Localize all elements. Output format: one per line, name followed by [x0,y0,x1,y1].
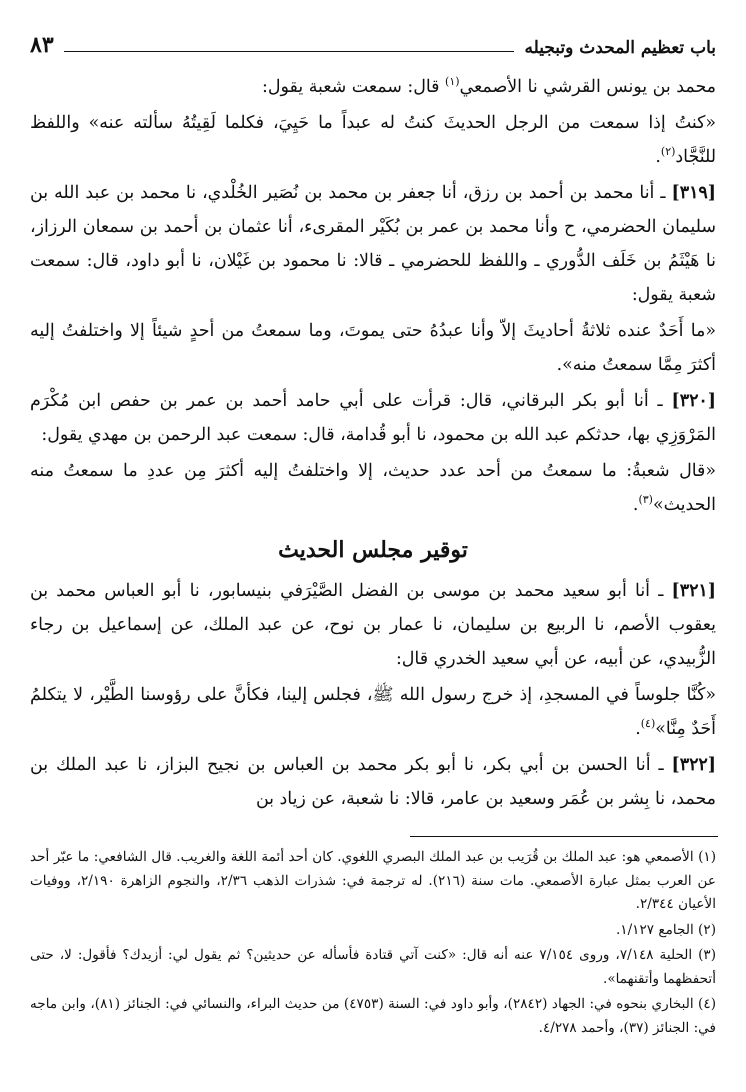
footnote-ref-2: (٢) [660,145,676,159]
running-title: باب تعظيم المحدث وتبجيله [524,38,716,58]
running-header [30,30,716,58]
page-number: ٨٣ [30,32,54,58]
text-run: «كنتُ إذا سمعت من الرجل الحديثَ كنتُ له عبداً ما حَيِيَ، فكلما لَقِيتُهُ سألته عنه» واللفظ للنَّجَّاد [30,113,716,167]
text-run: . [632,495,639,515]
text-run: ـ أنا أبو بكر البرقاني، قال: قرأت على أبي حامد أحمد بن عمر بن حفص ابن مُكْرَم المَرْوَزِي بها، حدثكم عبد الله بن محمود، نا أبو قُدامة، قال: سمعت عبد الرحمن بن مهدي يقول: [30,391,716,445]
text-run: «قال شعبةُ: ما سمعتُ من أحد عدد حديث، إلا واختلفتُ إليه أكثرَ مِن عددِ ما سمعتُ منه الحديث» [30,461,716,515]
hadith-number-321: [٣٢١] [671,581,716,601]
main-text [30,70,716,818]
footnote-rule [410,836,718,837]
header-rule [64,51,515,52]
text-run: ـ أنا الحسن بن أبي بكر، نا أبو بكر محمد بن العباس بن نجيح البزاز، نا عبد الملك بن محمد، نا بِشر بن عُمَر وسعيد بن عامر، قالا: نا شعبة، عن زياد بن [30,755,716,809]
quote-3 [30,454,716,522]
footnote-ref-4: (٤) [640,717,656,731]
text-run: محمد بن يونس القرشي نا الأصمعي [459,77,716,97]
quote-2: «ما أَحَدٌ عنده ثلاثةُ أحاديثَ إلاّ وأنا عبدُهُ حتى يموتَ، وما سمعتُ من أحدٍ شيئاً إلا واختلفتُ إليه أكثرَ مِمَّا سمعتُ منه». [30,321,716,375]
footnote-1: (١) الأصمعي هو: عبد الملك بن قُرَيب بن عبد الملك البصري اللغوي. كان أحد أئمة اللغة والغريب. قال الشافعي: ما عبّر أحد عن العرب بمثل عبارة الأصمعي. مات سنة (٢١٦). له ترجمة في: شذرات الذهب ٢/٣٦، والنجوم الزاهرة ٢/١٩٠، ووفيات الأعيان ٢/٣٤٤. [30,849,716,912]
quote-4 [30,678,716,746]
hadith-number-322: [٣٢٢] [671,755,716,775]
footnote-2: (٢) الجامع ١/١٢٧. [615,921,716,938]
paragraph-319 [30,176,716,312]
text-run: ـ أنا محمد بن أحمد بن رزق، أنا جعفر بن محمد بن نُصَير الخُلْدي، نا محمد بن عبد الله بن سليمان الحضرمي، ح وأنا محمد بن عمر بن بُكَيْر المقرىء، أنا عثمان بن أحمد بن سمعان الرزاز، نا هَيْثَمُ بن خَلَف الدُّوري ـ واللفظ للحضرمي ـ قالا: نا محمود بن غَيْلان، نا أبو داود، قال: سمعت شعبة يقول: [30,183,716,305]
paragraph-intro [30,70,716,104]
footnotes [30,846,716,1042]
footnote-4: (٤) البخاري بنحوه في: الجهاد (٢٨٤٢)، وأبو داود في: السنة (٤٧٥٣) من حديث البراء، والنسائي في: الجنائز (٨١)، وابن ماجه في: الجنائز (٣٧)، وأحمد ٤/٢٧٨. [30,996,716,1036]
footnote-3: (٣) الحلية ٧/١٤٨، وروى ٧/١٥٤ عنه أنه قال: «كنت آتي قتادة فأسأله عن حديثين؟ ثم يقول لي: أزيدك؟ فأقول: لا، حتى أتحفظهما وأتقنهما». [30,947,717,987]
paragraph-322 [30,748,716,816]
footnote-ref-1: (١) [445,75,460,89]
quote-1 [30,106,716,174]
paragraph-320 [30,384,716,452]
hadith-number-320: [٣٢٠] [671,391,716,411]
hadith-number-319: [٣١٩] [671,183,716,203]
text-run: ـ أنا أبو سعيد محمد بن موسى بن الفضل الصَّيْرَفي بنيسابور، نا أبو العباس محمد بن يعقوب الأصم، نا الربيع بن سليمان، نا عمار بن نوح، عن عبد الملك، عن إسماعيل بن رجاء الزُّبيدي، عن أبيه، عن أبي سعيد الخدري قال: [30,581,716,669]
text-run: قال: سمعت شعبة يقول: [262,77,446,97]
text-run: . [635,719,641,739]
text-run: . [655,147,661,167]
footnote-ref-3: (٣) [638,493,653,507]
paragraph-321 [30,574,716,676]
section-title: توقير مجلس الحديث [278,537,468,563]
text-run: «كُنَّا جلوساً في المسجدِ، إذ خرج رسول الله ﷺ، فجلس إلينا، فكأنَّ على رؤوسنا الطَّيْر، لا يتكلمُ أَحَدٌ مِنَّا» [30,685,716,739]
